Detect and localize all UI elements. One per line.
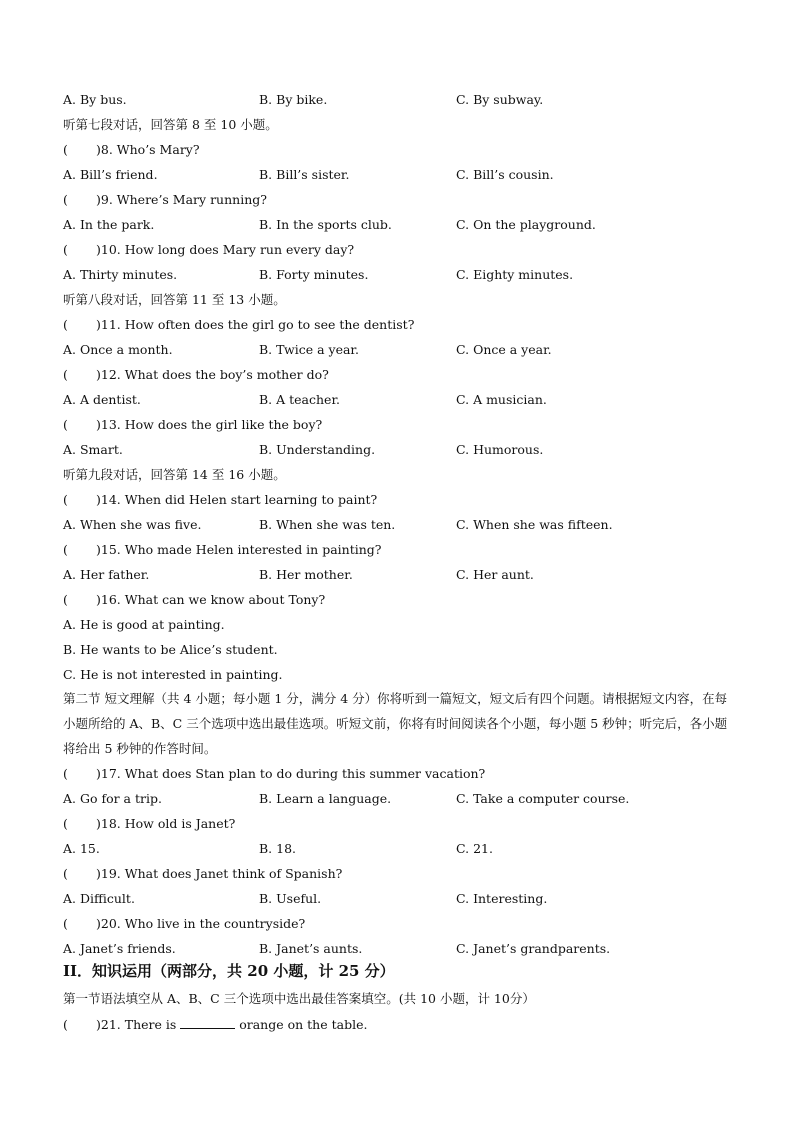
- question-20: [63, 916, 305, 932]
- question-text: )13. How does the girl like the boy?: [96, 417, 323, 432]
- option-c: C. Her aunt.: [456, 567, 534, 582]
- option-a: A. By bus.: [63, 92, 127, 107]
- part-instructions: 第二节 短文理解（共 4 小题；每小题 1 分，满分 4 分）你将听到一篇短文，短文后有四个问题。请根据短文内容，在每小题所给的 A、B、C 三个选项中选出最佳选项。听短文前，你将有时间阅读各个小题，每小题 5 秒钟；听完后，各小题将给出 5 秒钟的作答时间。: [63, 691, 728, 756]
- question-15: [63, 542, 381, 558]
- question-text: )16. What can we know about Tony?: [96, 592, 326, 607]
- question-10: [63, 242, 354, 258]
- option-a: A. Go for a trip.: [63, 791, 162, 806]
- option-c: C. Janet’s grandparents.: [456, 941, 611, 956]
- answer-paren: (: [63, 242, 68, 257]
- question-12: [63, 367, 329, 383]
- option-a: A. Difficult.: [63, 891, 135, 906]
- question-text: )11. How often does the girl go to see the dentist?: [96, 317, 415, 332]
- option-b: B. A teacher.: [259, 392, 341, 407]
- answer-paren: (: [63, 317, 68, 332]
- question-text: )17. What does Stan plan to do during this summer vacation?: [96, 766, 486, 781]
- answer-paren: (: [63, 592, 68, 607]
- section-heading: 听第八段对话，回答第 11 至 13 小题。: [63, 292, 286, 307]
- answer-paren: (: [63, 916, 68, 931]
- question-text: )10. How long does Mary run every day?: [96, 242, 355, 257]
- option-b: B. In the sports club.: [259, 217, 392, 232]
- question-text: )18. How old is Janet?: [96, 816, 236, 831]
- answer-paren: (: [63, 367, 68, 382]
- option-a: A. Janet’s friends.: [63, 941, 176, 956]
- section-title: II．知识运用（两部分，共 20 小题，计 25 分）: [63, 962, 395, 980]
- option-b: B. Her mother.: [259, 567, 353, 582]
- question-16: [63, 592, 325, 608]
- fill-blank: [180, 1016, 235, 1029]
- answer-paren: (: [63, 542, 68, 557]
- option-b: B. Twice a year.: [259, 342, 360, 357]
- question-8: [63, 142, 200, 158]
- option-c: C. By subway.: [456, 92, 544, 107]
- option-a: A. He is good at painting.: [63, 617, 225, 632]
- option-a: A. Bill’s friend.: [63, 167, 158, 182]
- option-b: B. Understanding.: [259, 442, 376, 457]
- question-13: [63, 417, 322, 433]
- option-c: C. 21.: [456, 841, 493, 856]
- question-14: [63, 492, 377, 508]
- question-text: )21. There is: [96, 1017, 181, 1032]
- option-a: A. 15.: [63, 841, 100, 856]
- option-a: A. When she was five.: [63, 517, 202, 532]
- question-text: )15. Who made Helen interested in painting?: [96, 542, 382, 557]
- answer-paren: (: [63, 766, 68, 781]
- option-c: C. Eighty minutes.: [456, 267, 574, 282]
- question-9: [63, 192, 267, 208]
- option-b: B. 18.: [259, 841, 297, 856]
- option-c: C. Interesting.: [456, 891, 548, 906]
- option-a: A. In the park.: [63, 217, 155, 232]
- option-a: A. Smart.: [63, 442, 123, 457]
- section-heading: 听第七段对话，回答第 8 至 10 小题。: [63, 117, 278, 132]
- section-heading: 听第九段对话，回答第 14 至 16 小题。: [63, 467, 286, 482]
- question-text-end: orange on the table.: [235, 1017, 368, 1032]
- question-21: [63, 1016, 367, 1033]
- option-a: A. Her father.: [63, 567, 150, 582]
- option-c: C. On the playground.: [456, 217, 596, 232]
- option-a: A. A dentist.: [63, 392, 141, 407]
- question-text: )19. What does Janet think of Spanish?: [96, 866, 343, 881]
- option-b: B. He wants to be Alice’s student.: [63, 642, 278, 657]
- question-17: [63, 766, 485, 782]
- question-11: [63, 317, 414, 333]
- option-b: B. When she was ten.: [259, 517, 396, 532]
- question-text: )9. Where’s Mary running?: [96, 192, 267, 207]
- option-b: B. Useful.: [259, 891, 322, 906]
- question-text: )8. Who’s Mary?: [96, 142, 200, 157]
- option-b: B. Janet’s aunts.: [259, 941, 363, 956]
- grammar-instructions: 第一节语法填空从 A、B、C 三个选项中选出最佳答案填空。(共 10 小题，计 10分）: [63, 991, 535, 1006]
- answer-paren: (: [63, 866, 68, 881]
- answer-paren: (: [63, 192, 68, 207]
- question-18: [63, 816, 235, 832]
- option-a: A. Once a month.: [63, 342, 173, 357]
- question-text: )14. When did Helen start learning to paint?: [96, 492, 378, 507]
- option-c: C. Bill’s cousin.: [456, 167, 554, 182]
- answer-paren: (: [63, 1017, 68, 1032]
- option-b: B. Learn a language.: [259, 791, 392, 806]
- option-c: C. Take a computer course.: [456, 791, 630, 806]
- answer-paren: (: [63, 816, 68, 831]
- option-b: B. Forty minutes.: [259, 267, 369, 282]
- option-b: B. By bike.: [259, 92, 328, 107]
- option-c: C. A musician.: [456, 392, 547, 407]
- answer-paren: (: [63, 492, 68, 507]
- question-text: )12. What does the boy’s mother do?: [96, 367, 329, 382]
- answer-paren: (: [63, 142, 68, 157]
- answer-paren: (: [63, 417, 68, 432]
- option-c: C. Once a year.: [456, 342, 552, 357]
- option-b: B. Bill’s sister.: [259, 167, 350, 182]
- option-c: C. He is not interested in painting.: [63, 667, 283, 682]
- option-c: C. When she was fifteen.: [456, 517, 613, 532]
- question-19: [63, 866, 342, 882]
- question-text: )20. Who live in the countryside?: [96, 916, 306, 931]
- option-c: C. Humorous.: [456, 442, 544, 457]
- option-a: A. Thirty minutes.: [63, 267, 178, 282]
